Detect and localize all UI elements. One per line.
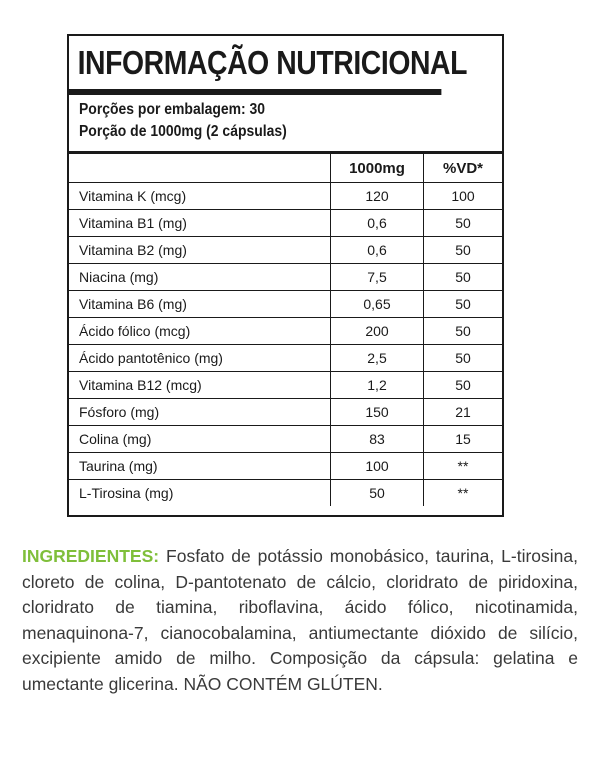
- ingredients-paragraph: [22, 544, 578, 697]
- header-dv: %VD*: [424, 154, 503, 183]
- table-row: [69, 183, 502, 210]
- nutrient-name: Ácido fólico (mcg): [69, 318, 331, 345]
- label-title: INFORMAÇÃO NUTRICIONAL: [69, 36, 441, 95]
- servings-per-package: Porções por embalagem: 30: [79, 101, 266, 118]
- nutrition-table: [69, 153, 502, 506]
- nutrient-dv: **: [424, 480, 503, 507]
- nutrient-amount: 50: [331, 480, 424, 507]
- nutrient-dv: 21: [424, 399, 503, 426]
- nutrient-dv: 50: [424, 345, 503, 372]
- nutrient-dv: 50: [424, 264, 503, 291]
- nutrition-label: [67, 34, 504, 517]
- nutrient-name: L-Tirosina (mg): [69, 480, 331, 507]
- nutrient-amount: 7,5: [331, 264, 424, 291]
- nutrient-dv: 15: [424, 426, 503, 453]
- nutrient-dv: 50: [424, 318, 503, 345]
- nutrient-name: Vitamina B6 (mg): [69, 291, 331, 318]
- serving-info: [69, 95, 502, 153]
- nutrient-amount: 120: [331, 183, 424, 210]
- nutrient-amount: 2,5: [331, 345, 424, 372]
- table-row: [69, 210, 502, 237]
- nutrient-name: Vitamina K (mcg): [69, 183, 331, 210]
- table-row: [69, 318, 502, 345]
- nutrient-dv: 50: [424, 291, 503, 318]
- nutrient-name: Niacina (mg): [69, 264, 331, 291]
- nutrient-name: Ácido pantotênico (mg): [69, 345, 331, 372]
- table-row: [69, 480, 502, 507]
- nutrient-amount: 0,65: [331, 291, 424, 318]
- nutrient-name: Vitamina B1 (mg): [69, 210, 331, 237]
- nutrient-amount: 0,6: [331, 210, 424, 237]
- table-row: [69, 453, 502, 480]
- ingredients-text: Fosfato de potássio monobásico, taurina, L-tirosina, cloreto de colina, D-pantotenato de cálcio, cloridrato de piridoxina, cloridrato de tiamina, riboflavina, ácido fólico, nicotinamida, menaquinona-7, cianocobalamina, antiumectante dióxido de silício, excipiente amido de milho. Composição da cápsula: gelatina e umectante glicerina. NÃO CONTÉM GLÚTEN.: [22, 546, 579, 694]
- table-row: [69, 426, 502, 453]
- nutrient-dv: 100: [424, 183, 503, 210]
- nutrient-amount: 150: [331, 399, 424, 426]
- nutrient-name: Colina (mg): [69, 426, 331, 453]
- nutrient-amount: 100: [331, 453, 424, 480]
- nutrient-dv: 50: [424, 210, 503, 237]
- nutrient-dv: 50: [424, 372, 503, 399]
- ingredients-label: INGREDIENTES:: [22, 546, 160, 566]
- nutrient-name: Taurina (mg): [69, 453, 331, 480]
- header-nutrient: [69, 154, 331, 183]
- nutrient-name: Vitamina B2 (mg): [69, 237, 331, 264]
- serving-size: Porção de 1000mg (2 cápsulas): [79, 123, 287, 140]
- nutrient-dv: **: [424, 453, 503, 480]
- table-row: [69, 291, 502, 318]
- table-row: [69, 345, 502, 372]
- table-row: [69, 237, 502, 264]
- table-row: [69, 372, 502, 399]
- nutrient-amount: 1,2: [331, 372, 424, 399]
- nutrient-dv: 50: [424, 237, 503, 264]
- nutrient-amount: 83: [331, 426, 424, 453]
- nutrient-amount: 200: [331, 318, 424, 345]
- header-amount: 1000mg: [331, 154, 424, 183]
- nutrient-name: Vitamina B12 (mcg): [69, 372, 331, 399]
- table-row: [69, 264, 502, 291]
- nutrient-name: Fósforo (mg): [69, 399, 331, 426]
- table-header-row: [69, 154, 502, 183]
- nutrient-amount: 0,6: [331, 237, 424, 264]
- table-row: [69, 399, 502, 426]
